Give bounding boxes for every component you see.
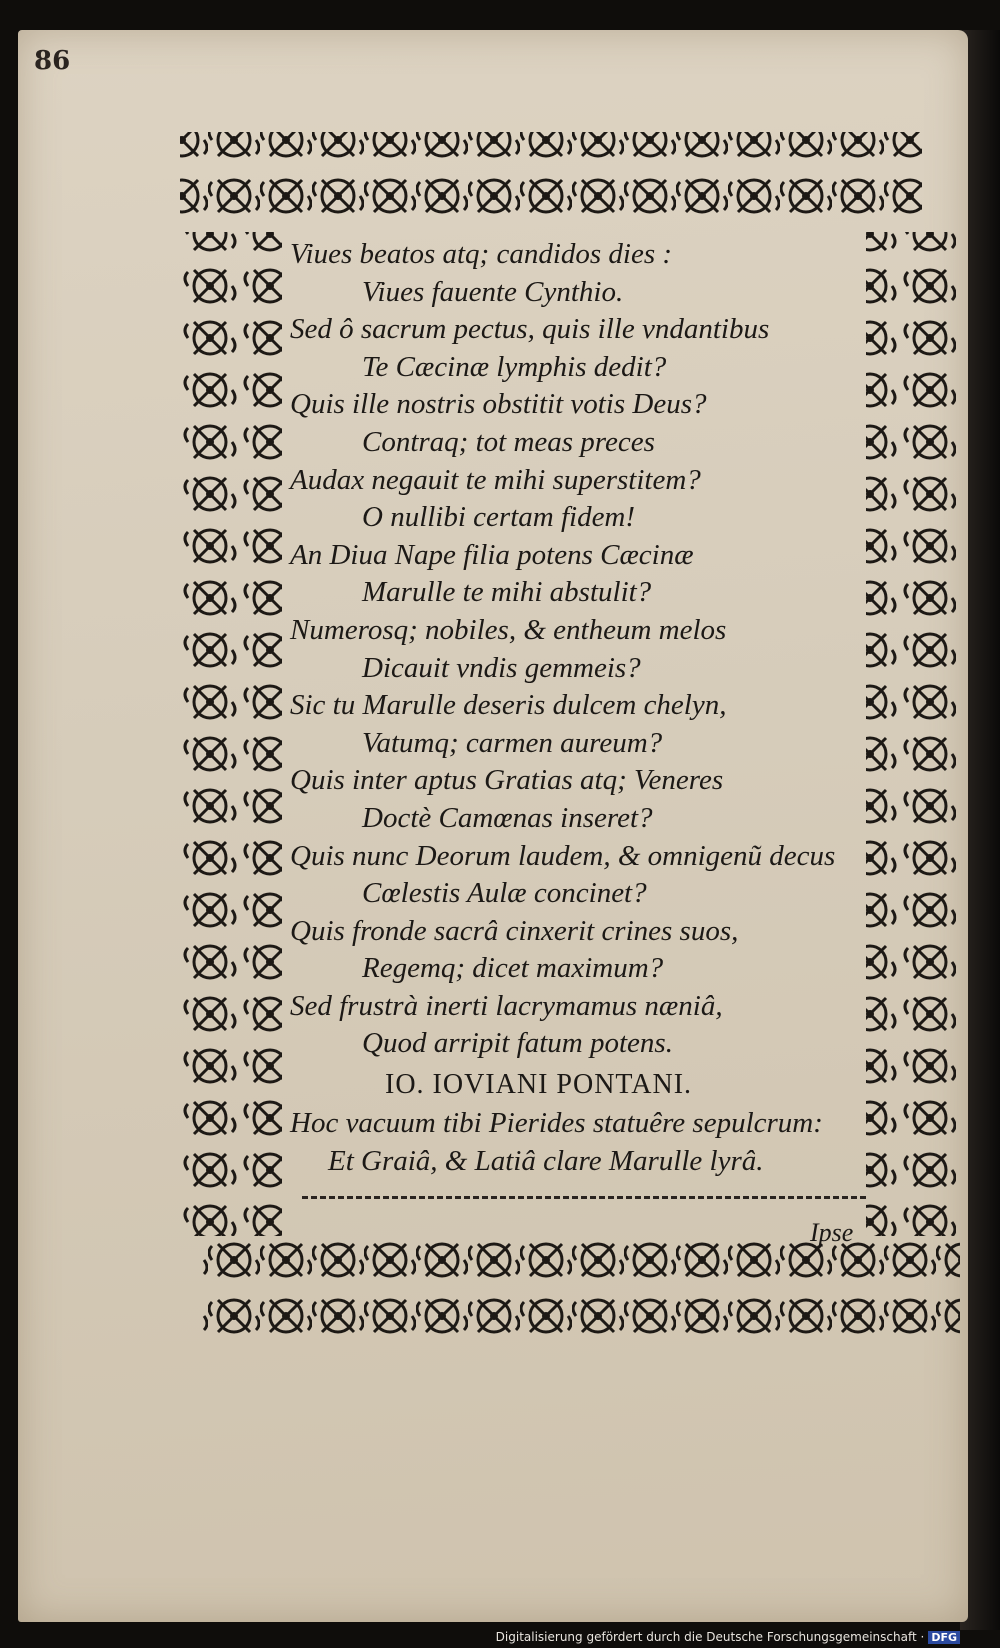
catchword: Ipse: [810, 1218, 854, 1247]
epitaph-line: Hoc vacuum tibi Pierides statuêre sepulcrum:: [290, 1107, 823, 1140]
verse-line: Quis inter aptus Gratias atq; Veneres: [290, 764, 724, 797]
verse-line: O nullibi certam fidem!: [362, 501, 636, 534]
epitaph-line: Et Graiâ, & Latiâ clare Marulle lyrâ.: [328, 1144, 764, 1177]
verse-line: An Diua Nape filia potens Cæcinæ: [290, 538, 694, 571]
epitaph-lines: [290, 1105, 870, 1180]
verse-lines: [290, 236, 870, 1063]
border-bottom: [200, 1236, 960, 1334]
verse-line: Quis fronde sacrâ cinxerit crines suos,: [290, 914, 739, 947]
verse-line: Marulle te mihi abstulit?: [362, 576, 652, 609]
verse-line: Quis nunc Deorum laudem, & omnigenũ decus: [290, 839, 836, 872]
verse-line: Sed frustrà inerti lacrymamus næniâ,: [290, 989, 723, 1022]
author-heading: IO. IOVIANI PONTANI.: [385, 1069, 693, 1101]
verse-line: Quis ille nostris obstitit votis Deus?: [290, 388, 707, 421]
verse-line: Quod arripit fatum potens.: [362, 1027, 673, 1060]
verse-line: Dicauit vndis gemmeis?: [362, 651, 641, 684]
verse-line: Viues beatos atq; candidos dies :: [290, 238, 673, 270]
digitization-credit: [496, 1630, 960, 1644]
verse-line: Vatumq; carmen aureum?: [362, 726, 663, 759]
poem-text-block: [290, 236, 870, 1180]
verse-line: Sic tu Marulle deseris dulcem chelyn,: [290, 689, 727, 722]
credit-text: Digitalisierung gefördert durch die Deutsche Forschungsgemeinschaft ·: [495, 1630, 925, 1644]
verse-line: Te Cæcinæ lymphis dedit?: [362, 350, 667, 383]
verse-line: Viues fauente Cynthio.: [362, 275, 624, 308]
verse-line: Audax negauit te mihi superstitem?: [290, 463, 701, 496]
border-top: [180, 132, 922, 232]
verse-line: Numerosq; nobiles, & entheum melos: [290, 613, 727, 646]
border-left: [182, 232, 282, 1236]
divider-rule: [302, 1196, 866, 1199]
page-number: 86: [34, 46, 71, 76]
verse-line: Cœlestis Aulæ concinet?: [362, 877, 647, 910]
border-right: [866, 232, 956, 1236]
verse-line: Sed ô sacrum pectus, quis ille vndantibus: [290, 313, 770, 346]
verse-line: Contraq; tot meas preces: [362, 425, 655, 458]
verse-line: Regemq; dicet maximum?: [362, 952, 664, 985]
dfg-logo: DFG: [928, 1631, 960, 1644]
verse-line: Doctè Camœnas inseret?: [362, 801, 653, 834]
